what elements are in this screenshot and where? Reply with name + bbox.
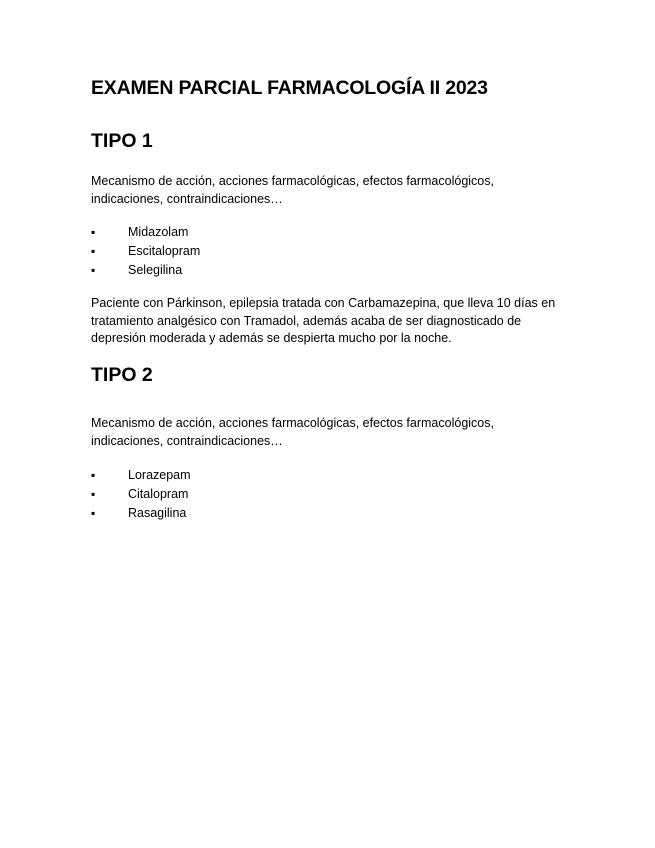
section-2-intro bbox=[91, 415, 571, 450]
drug-name: Citalopram bbox=[128, 487, 189, 501]
intro-line: indicaciones, contraindicaciones… bbox=[91, 433, 283, 448]
intro-line: indicaciones, contraindicaciones… bbox=[91, 191, 283, 206]
bullet-icon: ▪ bbox=[91, 468, 96, 482]
drug-name: Rasagilina bbox=[128, 506, 187, 520]
clinical-case-paragraph bbox=[91, 295, 571, 348]
bullet-icon: ▪ bbox=[91, 487, 96, 501]
bullet-icon: ▪ bbox=[91, 263, 96, 277]
drug-name: Selegilina bbox=[128, 263, 183, 277]
case-line: tratamiento analgésico con Tramadol, además acaba de ser diagnosticado de bbox=[91, 313, 522, 328]
section-heading-tipo-1: TIPO 1 bbox=[91, 130, 153, 152]
section-1-intro bbox=[91, 173, 571, 208]
drug-name: Escitalopram bbox=[128, 244, 201, 258]
document-title: EXAMEN PARCIAL FARMACOLOGÍA II 2023 bbox=[91, 77, 488, 99]
bullet-icon: ▪ bbox=[91, 506, 96, 520]
section-heading-tipo-2: TIPO 2 bbox=[91, 364, 153, 386]
case-line: Paciente con Párkinson, epilepsia tratada con Carbamazepina, que lleva 10 días en bbox=[91, 296, 556, 310]
drug-name: Lorazepam bbox=[128, 468, 191, 482]
bullet-icon: ▪ bbox=[91, 225, 96, 239]
drug-name: Midazolam bbox=[128, 225, 189, 239]
intro-line: Mecanismo de acción, acciones farmacológicas, efectos farmacológicos, bbox=[91, 416, 494, 430]
bullet-icon: ▪ bbox=[91, 244, 96, 258]
case-line: depresión moderada y además se despierta mucho por la noche. bbox=[91, 331, 452, 345]
intro-line: Mecanismo de acción, acciones farmacológicas, efectos farmacológicos, bbox=[91, 174, 494, 188]
